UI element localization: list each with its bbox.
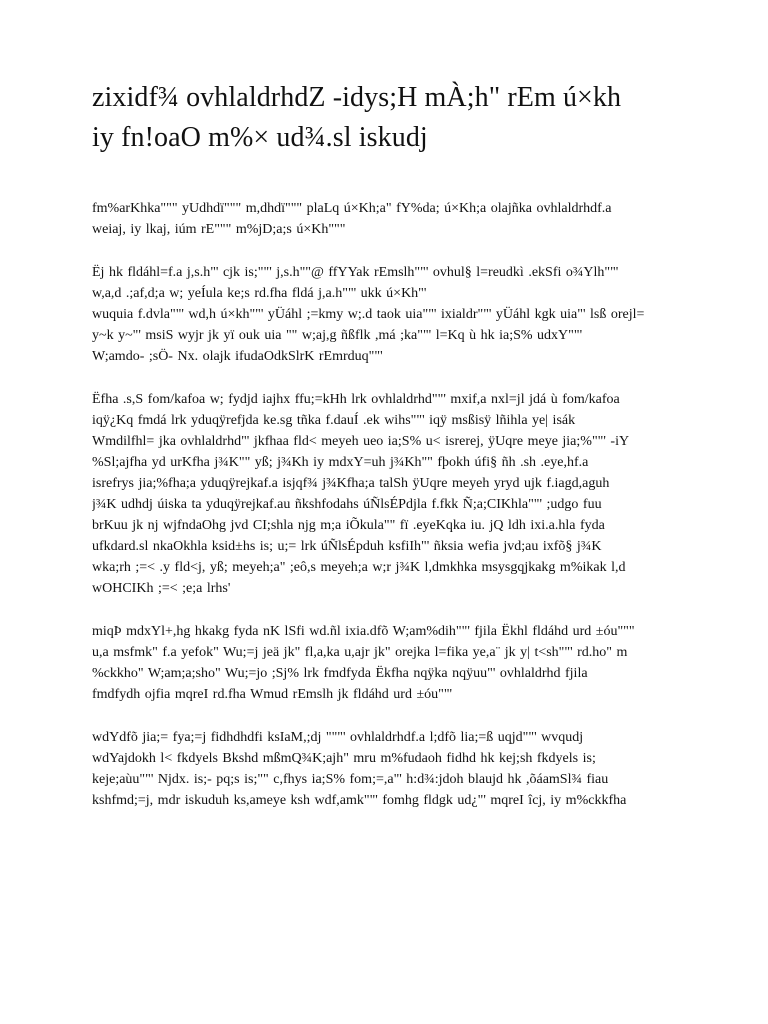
text-line: ufkdard.sl nkaOkhla ksid±hs is; u;= lrk úÑlsÉpduh ksfiIh"' ñksia wefia jvd;au ixfõ§ j¾K <box>92 539 602 554</box>
paragraph <box>92 262 680 367</box>
text-line: keje;aùu""' Njdx. is;- pq;s is;"" c,fhys ia;S% fom;=,a"' h:d¾:jdoh blaujd hk ,õáamSl¾ fiau <box>92 772 609 787</box>
text-line: W;amdo- ;sÖ- Nx. olajk ifudaOdkSlrK rEmrduq""' <box>92 349 383 364</box>
paragraph <box>92 727 680 811</box>
text-line: wuquia f.dvla""' wd,h ú×kh""' yÜáhl ;=kmy w;.d taok uia""' ixialdr""' yÜáhl kgk uia"' lsß orejl= <box>92 307 645 322</box>
text-line: Wmdilfhl= jka ovhlaldrhd"' jkfhaa fld< meyeh ueo ia;S% u< isrerej, ÿUqre meye jia;%""' -iY <box>92 434 630 449</box>
text-line: y~k y~"' msiS wyjr jk yï ouk uia "" w;aj,g ñßflk ,má ;ka""' l=Kq ù hk ia;S% udxY""' <box>92 328 583 343</box>
text-line: w,a,d .;af,d;a w; yeÍula ke;s rd.fha fldá j,a.h""' ukk ú×Kh"' <box>92 286 427 301</box>
text-line: kshfmd;=j, mdr iskuduh ks,ameye ksh wdf,amk""' fomhg fldgk ud¿"' mqreI îcj, iy m%ckkfha <box>92 793 627 808</box>
text-line: isrefrys jia;%fha;a yduqÿrejkaf.a isjqf¾ j¾Kfha;a talSh ÿUqre meyeh yryd ujk f.iagd,aguh <box>92 476 610 491</box>
text-line: j¾K udhdj úiska ta yduqÿrejkaf.au ñkshfodahs úÑlsÉPdjla f.fkk Ñ;a;CIKhla""' ;udgo fuu <box>92 497 602 512</box>
text-line: %ckkho" W;am;a;sho" Wu;=jo ;Sj% lrk fmdfyda Ëkfha nqÿka nqÿuu"' ovhlaldrhd fjila <box>92 666 588 681</box>
paragraph <box>92 198 680 240</box>
title-line: zixidf¾ ovhlaldrhdZ -idys;H mÀ;h" rEm ú×kh <box>92 82 622 113</box>
paragraph <box>92 621 680 705</box>
paragraph <box>92 389 680 599</box>
text-line: wka;rh ;=< .y fld<j, yß; meyeh;a" ;eô,s meyeh;a w;r j¾K l,dmkhka msysgqjkakg m%ikak l,d <box>92 560 626 575</box>
text-line: fm%arKhka""" yUdhdï""" m,dhdï""" plaLq ú×Kh;a" fY%da; ú×Kh;a olajñka ovhlaldrhdf.a <box>92 201 612 216</box>
text-line: weiaj, iy lkaj, iúm rE""" m%jD;a;s ú×Kh""" <box>92 222 346 237</box>
text-line: %Sl;ajfha yd urKfha j¾K"" yß; j¾Kh iy mdxY=uh j¾Kh"" fþokh úfi§ ñh .sh .eye,hf.a <box>92 455 589 470</box>
text-line: brKuu jk nj wjfndaOhg jvd CI;shla njg m;a iÕkula"" fï .eyeKqka iu. jQ ldh ixi.a.hla fyda <box>92 518 605 533</box>
text-line: miqÞ mdxYl+,hg hkakg fyda nK lSfi wd.ñl ixia.dfõ W;am%dih""' fjila Ëkhl fldáhd urd ±óu""" <box>92 624 635 639</box>
text-line: wOHCIKh ;=< ;e;a lrhs' <box>92 581 231 596</box>
document-title <box>92 78 680 158</box>
text-line: fmdfydh ojfia mqreI rd.fha Wmud rEmslh jk fldáhd urd ±óu""' <box>92 687 453 702</box>
title-line: iy fn!oaO m%× ud¾.sl iskudj <box>92 122 428 153</box>
text-line: iqÿ¿Kq fmdá lrk yduqÿrefjda ke.sg tñka f.dauÍ .ek wihs""' iqÿ msßisÿ lñihla ye| isák <box>92 413 576 428</box>
text-line: wdYajdokh l< fkdyels Bkshd mßmQ¾K;ajh" mru m%fudaoh fidhd hk kej;sh fkdyels is; <box>92 751 596 766</box>
text-line: u,a msfmk" f.a yefok" Wu;=j jeä jk" fl,a,ka u,ajr jk" orejka l=fika ye,a¨ jk y| t<sh""' rd.ho" m <box>92 645 628 660</box>
text-line: Ëfha .s,S fom/kafoa w; fydjd iajhx ffu;=kHh lrk ovhlaldrhd""' mxif,a nxl=jl jdá ù fom/kafoa <box>92 392 620 407</box>
text-line: Ëj hk fldáhl=f.a j,s.h"' cjk is;""' j,s.h""@ ffYYak rEmslh""' ovhul§ l=reudkì .ekSfi o¾Ylh""' <box>92 265 619 280</box>
text-line: wdYdfõ jia;= fya;=j fidhdhdfi ksIaM,;dj """' ovhlaldrhdf.a l;dfõ lia;=ß uqjd""' wvqudj <box>92 730 584 745</box>
